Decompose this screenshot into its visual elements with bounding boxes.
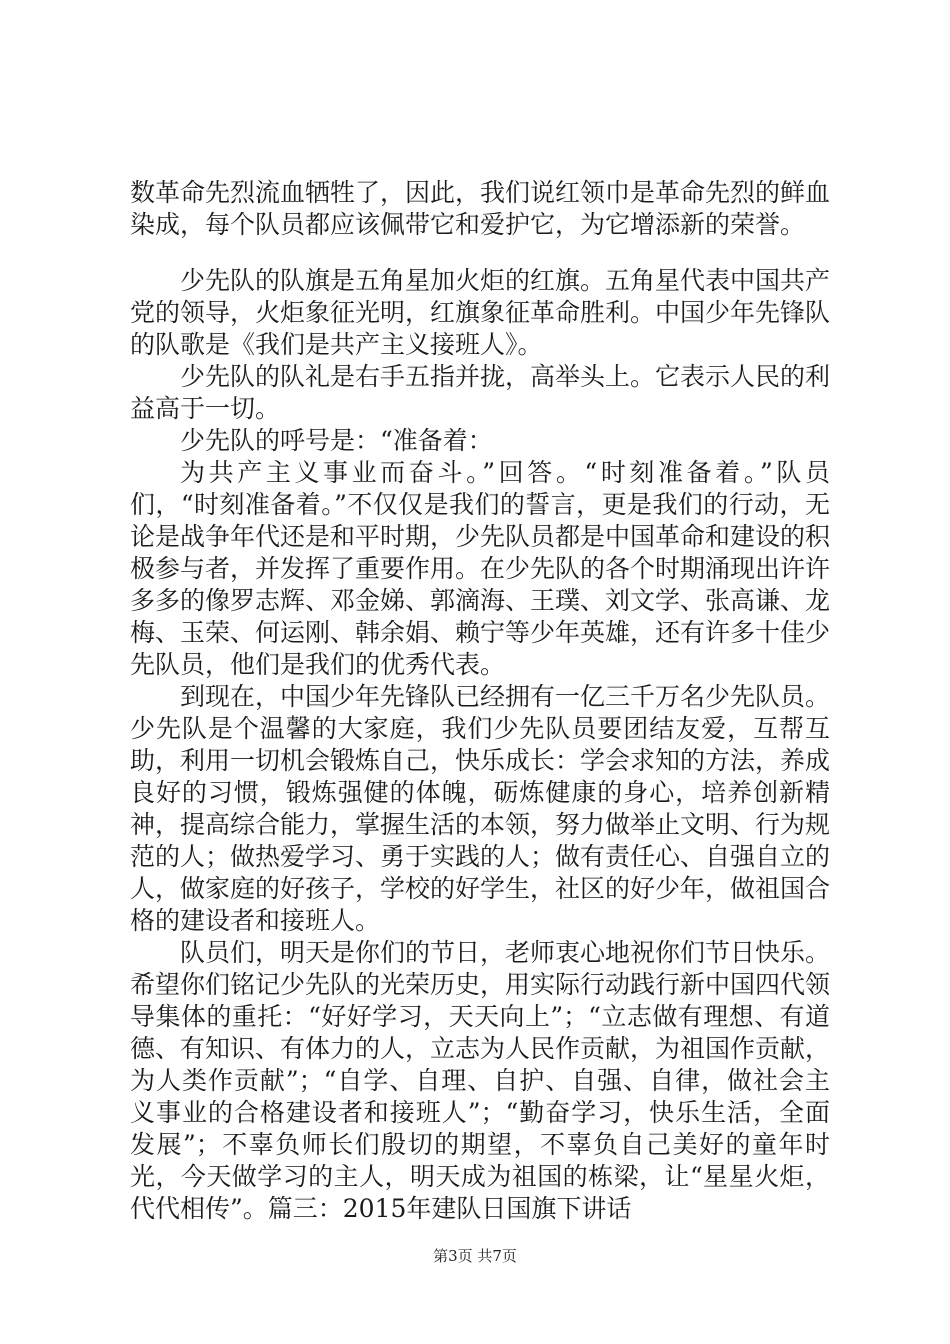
- paragraph-heroes: 为共产主义事业而奋斗。”回答。“时刻准备着。”队员们，“时刻准备着。”不仅仅是我们的誓言，更是我们的行动，无论是战争年代还是和平时期，少先队员都是中国革命和建设的积极参与者，并发挥了重要作用。在少先队的各个时期涌现出许许多多的像罗志辉、邓金娣、郭滴海、王璞、刘文学、张高谦、龙梅、玉荣、何运刚、韩余娟、赖宁等少年英雄，还有许多十佳少先队员，他们是我们的优秀代表。: [130, 458, 831, 679]
- paragraph-wishes: 队员们，明天是你们的节日，老师衷心地祝你们节日快乐。希望你们铭记少先队的光荣历史，用实际行动践行新中国四代领导集体的重托：“好好学习，天天向上”；“立志做有理想、有道德、有知识、有体力的人，立志为人民作贡献，为祖国作贡献，为人类作贡献”；“自学、自理、自护、自强、自律，做社会主义事业的合格建设者和接班人”；“勤奋学习，快乐生活，全面发展”；不辜负师长们殷切的期望，不辜负自己美好的童年时光，今天做学习的主人，明天成为祖国的栋梁，让“星星火炬，代代相传”。篇三：2015年建队日国旗下讲话: [130, 938, 831, 1223]
- paragraph-continuation: 数革命先烈流血牺牲了，因此，我们说红领巾是革命先烈的鲜血染成，每个队员都应该佩带它和爱护它，为它增添新的荣誉。: [130, 178, 831, 239]
- text-block-main: [130, 265, 830, 1225]
- paragraph-salute: 少先队的队礼是右手五指并拢，高举头上。它表示人民的利益高于一切。: [130, 362, 831, 423]
- text-block-top: [130, 177, 830, 241]
- paragraph-members: 到现在，中国少年先锋队已经拥有一亿三千万名少先队员。少先队是个温馨的大家庭，我们少先队员要团结友爱，互帮互助，利用一切机会锻炼自己，快乐成长：学会求知的方法，养成良好的习惯，锻炼强健的体魄，砺炼健康的身心，培养创新精神，提高综合能力，掌握生活的本领，努力做举止文明、行为规范的人；做热爱学习、勇于实践的人；做有责任心、自强自立的人，做家庭的好孩子，学校的好学生，社区的好少年，做祖国合格的建设者和接班人。: [130, 682, 831, 935]
- paragraph-motto: 少先队的呼号是：“准备着：: [180, 426, 493, 455]
- page-number-footer: 第3页 共7页: [433, 1247, 517, 1265]
- paragraph-flag: 少先队的队旗是五角星加火炬的红旗。五角星代表中国共产党的领导，火炬象征光明，红旗象征革命胜利。中国少年先锋队的队歌是《我们是共产主义接班人》。: [130, 266, 831, 359]
